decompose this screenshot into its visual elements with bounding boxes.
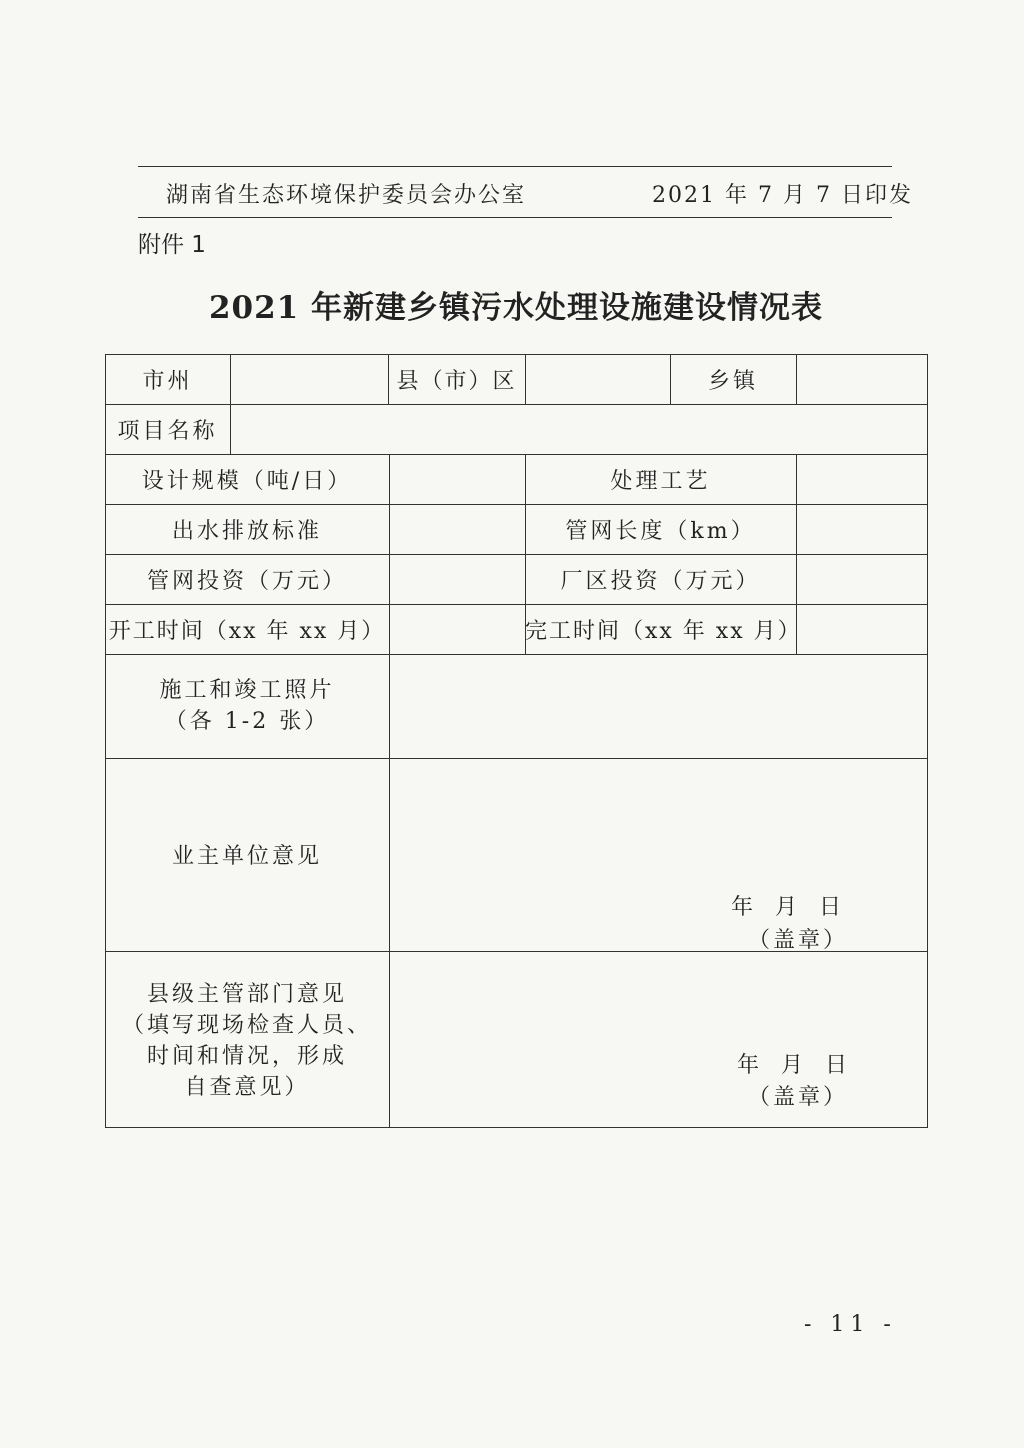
plant-investment-label: 厂区投资（万元） <box>560 568 761 594</box>
pipe-investment-label: 管网投资（万元） <box>146 568 347 594</box>
county-opinion-label <box>105 951 389 1128</box>
process-field[interactable] <box>796 454 928 504</box>
pipe-length-field[interactable] <box>796 504 928 554</box>
header-bottom-rule <box>138 217 892 218</box>
county-opinion-line2: （填写现场检查人员、 <box>121 1013 372 1038</box>
county-opinion-date: 年月日 <box>737 1053 870 1078</box>
start-time-field[interactable] <box>389 604 525 654</box>
county-opinion-line3: 时间和情况，形成 <box>146 1044 347 1069</box>
project-name-field[interactable] <box>230 404 928 454</box>
finish-time-label: 完工时间（xx 年 xx 月） <box>525 618 802 644</box>
project-name-label: 项目名称 <box>117 418 218 444</box>
pipe-length-label: 管网长度（km） <box>565 518 756 544</box>
county-field[interactable] <box>525 354 670 404</box>
attachment-label: 附件 1 <box>138 232 206 258</box>
photos-label-line1: 施工和竣工照片 <box>159 678 335 703</box>
county-label: 县（市）区 <box>396 368 517 394</box>
page-number: - 11 - <box>804 1312 897 1337</box>
town-field[interactable] <box>796 354 928 404</box>
start-time-label: 开工时间（xx 年 xx 月） <box>108 618 386 644</box>
photos-label-line2: （各 1-2 张） <box>164 709 330 734</box>
process-label: 处理工艺 <box>610 468 711 494</box>
header-top-rule <box>138 166 892 167</box>
owner-opinion-date: 年月日 <box>731 895 864 920</box>
city-field[interactable] <box>230 354 388 404</box>
design-scale-label: 设计规模（吨/日） <box>141 468 353 494</box>
effluent-standard-field[interactable] <box>389 504 525 554</box>
town-label: 乡镇 <box>707 368 758 394</box>
plant-investment-field[interactable] <box>796 554 928 604</box>
city-label: 市州 <box>142 368 193 394</box>
issuer-text: 湖南省生态环境保护委员会办公室 <box>166 183 527 208</box>
pipe-investment-field[interactable] <box>389 554 525 604</box>
photos-field[interactable] <box>389 654 928 758</box>
owner-opinion-seal: （盖章） <box>748 928 849 953</box>
print-date-text: 2021 年 7 月 7 日印发 <box>652 183 913 208</box>
page-title: 2021 年新建乡镇污水处理设施建设情况表 <box>208 290 824 326</box>
county-opinion-line1: 县级主管部门意见 <box>146 982 347 1007</box>
owner-opinion-label: 业主单位意见 <box>171 844 322 869</box>
county-opinion-line4: 自查意见） <box>184 1075 310 1100</box>
effluent-standard-label: 出水排放标准 <box>171 518 322 544</box>
county-opinion-seal: （盖章） <box>748 1085 849 1110</box>
photos-label <box>105 654 389 758</box>
finish-time-field[interactable] <box>796 604 928 654</box>
design-scale-field[interactable] <box>389 454 525 504</box>
